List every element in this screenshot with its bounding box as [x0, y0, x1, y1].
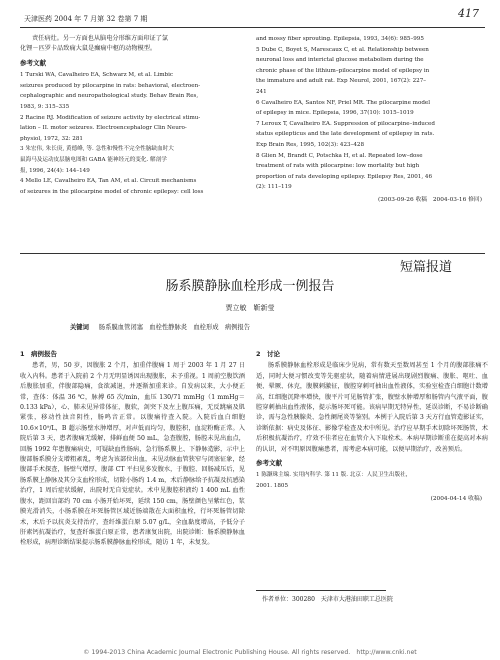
reference-line: (2): 111–119	[256, 184, 292, 191]
reference-line: 报, 1996, 24(4): 144–149	[20, 167, 90, 174]
journal-name: 天津医药 2004 年 7 月第 32 卷第 7 期	[24, 15, 148, 23]
article-authors: 贾立敏 靳新莹	[225, 304, 275, 312]
references-heading: 参考文献	[256, 459, 282, 468]
discussion-paragraph: 肠系膜静脉血栓形成是临床少见病，常有数天至数周甚至 1 个月的腹部胀痛不适，同时大便习惯改变等先驱症状，随着病情进展出现剧烈腹痛、腹胀、呕吐、血便、晕厥、休克，腹膜刺激征，腹腔穿刺可抽出血性液体，实验室检查白细胞计数增高，红细胞沉降率增快，腹平片可见肠管扩张，腹壁水肿增厚和肠管内气液平面，腹腔穿刺抽出血性液体，提示肠坏死可能。该病早期无特异性，延误诊断，不易诊断确诊，需与急性胰腺炎、急性阑尾炎等鉴别。本例于入院后第 3 天方行血管造影证实，诊断依据：病史及体征、影像学检查及术中所见。治疗应早期手术切除坏死肠管，术后积极抗凝治疗，疗效不佳者应在血管介入下取栓术。本病早期诊断重在提高对本病的认识，对不明原因腹痛患者，需考虑本病可能，以便早期治疗，改善预后。	[256, 362, 488, 453]
reference-line: and mossy fiber sprouting. Epilepsia, 1993, 34(6): 985–995	[256, 36, 424, 42]
reference-line: treatment of rats with pilocarpine: low mortality but high	[256, 163, 420, 170]
reference-line: cephalographic and neuropathological study. Behav Brain Res,	[20, 93, 199, 100]
reference-line: 8 Glien M, Brandt C, Potschka H, et al. Repeated low–dose	[256, 152, 423, 159]
running-header	[20, 6, 485, 28]
keywords-label: 关键词	[70, 324, 89, 331]
prev-article-tail-line: 责任病灶。另一方面也从脑电分形维方面印证了氯	[32, 35, 169, 42]
copyright-footer: © 1994-2013 China Academic Journal Electronic Publishing House. All rights reserved. http://www.cnki.net	[83, 649, 417, 656]
reference-line: of seizures in the pilocarpine model of chronic epilepsy: cell loss	[20, 188, 204, 195]
footnote-divider	[256, 590, 386, 591]
section-divider	[20, 253, 485, 254]
reference-line: 2 Racine RJ. Modification of seizure activity by electrical stimu-	[20, 114, 201, 121]
prev-references-heading: 参考文献	[20, 58, 46, 67]
prev-article-right-column	[256, 34, 488, 205]
prev-article-left-column	[20, 34, 245, 197]
reference-line: chronic phase of the lithium–pilocarpine model of epilepsy in	[256, 67, 430, 74]
reference-line: 5 Dube C, Boyet S, Marescaux C, et al. Relationship between	[256, 46, 429, 53]
reference-line: the immature and adult rat. Exp Neurol, 2001, 167(2): 227–	[256, 78, 427, 85]
reference-line: 1983, 9: 315–335	[20, 104, 70, 110]
reference-line: neuronal loss and interictal glucose metabolism during the	[256, 57, 424, 64]
page-number: 417	[458, 7, 479, 20]
case-report-paragraph: 患者，男，50 岁，因腹胀 2 个月，加重伴腹痛 1 周于 2003 年 1 月 27 日收入内科。患者于入院前 2 个月无明显诱因出现腹胀，未予重视。1 周前空腹饮酒后腹胀加重，伴腹部隐痛，食欲减退，并逐渐加重来诊。自发病以来，大小便正常，查体：体温 36 ℃，脉搏 65 次/min，血压 130/71 mmHg（1 mmHg＝0.133 kPa），心、肺未见异常体征，腹软，剑突下及左上腹压痛，无反跳痛及肌紧张，移动性浊音阴性，肠鸣音正常。以腹痛待查入院。入院后血白细胞 10.6×10⁹/L，B 超示肠壁水肿增厚，对声低而均匀，腹腔积，血淀粉酶正常。入院后第 3 天，患者腹痛无缓解，排鲜血便 50 mL，急查腹腔，肠腔未见出血点，回肠 1992 年患腹痛病史，可疑缺血性肠病，急行肠系膜上、下静脉造影，示中上腹部肠系膜分支增粗紊乱，考虑为该部位出血，未见动脉血管狭窄与闭塞征象，经腹部手术探查，肠壁气增厚，腹部 CT 平扫见多发腹水，于腹腔、回肠减压后，见肠系膜上静脉及其分支血栓形成，切除小肠约 1.4 m，术后静脉给予抗凝及抗感染治疗，1 周后症状缓解，出院时无自觉症状。术中见腹腔积液约 1 400 mL 血性腹水，距回盲部约 70 cm 小肠开始坏死，延续 150 cm，肠壁颜色呈紫红色，浆膜光滑消失，小肠系膜在坏死肠管区域近肠端散在大面积血栓，行坏死肠管切除术，术后予以抗炎支持治疗，查纤维蛋白原 5.07 g/L，全血黏度增高，予低分子肝素钙抗凝治疗，复查纤维蛋白原正常，患者康复出院，出院诊断：肠系膜静脉血栓形成，病理诊断结果提示肠系膜静脉血栓形成，随访 1 年，未复发。	[20, 362, 245, 547]
keywords	[70, 322, 250, 331]
reference-line: status epilepticus and the late development of epilepsy in rats.	[256, 131, 435, 138]
reference-line: 3 朱宏伟, 朱长庚, 黄德峰, 等. 急性和慢性不完全性脑缺血时大	[20, 146, 174, 153]
reference-line: 1 陈灏珠主编. 实用内科学. 第 11 版. 北京：人民卫生出版社，	[256, 472, 412, 479]
keywords-list: 肠系膜血管闭塞 血栓性静脉炎 血栓形成 病例报告	[98, 324, 251, 331]
author-affiliation: 作者单位：300280 天津市大港油田职工总医院	[262, 596, 393, 603]
reference-line: of epilepsy in mice. Epilepsia, 1996, 37(10): 1015–1019	[256, 110, 414, 117]
reference-line: Exp Brain Res, 1995, 102(3): 423–428	[256, 141, 365, 148]
section-tag: 短篇报道	[400, 260, 453, 275]
article-right-column	[256, 346, 488, 504]
received-date: (2003-09-26 收稿 2004-03-16 修回)	[377, 196, 482, 203]
reference-line: 6 Cavalheiro EA, Santos NF, Priel MR. The pilocarpine model	[256, 99, 431, 106]
discussion-heading: 2 讨论	[256, 350, 281, 358]
reference-line: 1 Turski WA, Cavalheiro EA, Schwarz M, et al. Limbic	[20, 72, 174, 79]
reference-line: lation – II. motor seizures. Electroencephalogr Clin Neuro-	[20, 125, 187, 132]
article-title: 肠系膜静脉血栓形成一例报告	[165, 279, 335, 294]
reference-line: 2001. 1805	[256, 483, 289, 490]
case-report-heading: 1 病例报告	[20, 350, 58, 358]
prev-article-tail-line: 化锂－匹罗卡品致痫大鼠是癫痫中枢的动物模型。	[20, 45, 157, 53]
article-left-column	[20, 346, 245, 549]
reference-line: 鼠海马及运动皮层脑电图和 GABA 能神经元的变化. 解剖学	[20, 156, 167, 163]
reference-line: 4 Mello LE, Cavalheiro EA, Tan AM, et al. Circuit mechanisms	[20, 178, 197, 185]
reference-line: 241	[256, 88, 267, 95]
reference-line: physiol, 1972, 32: 281	[20, 135, 83, 142]
reference-line: 7 Leroux T, Cavalheiro EA. Suppression of pilocarpine–induced	[256, 120, 435, 127]
reference-line: seizures produced by pilocarpine in rats: behavioral, electroen-	[20, 82, 201, 89]
reference-line: proportion of rats developing epilepsy. Epilepsy Res, 2001, 46	[256, 173, 433, 180]
received-date: (2004-04-14 收稿)	[430, 495, 482, 502]
